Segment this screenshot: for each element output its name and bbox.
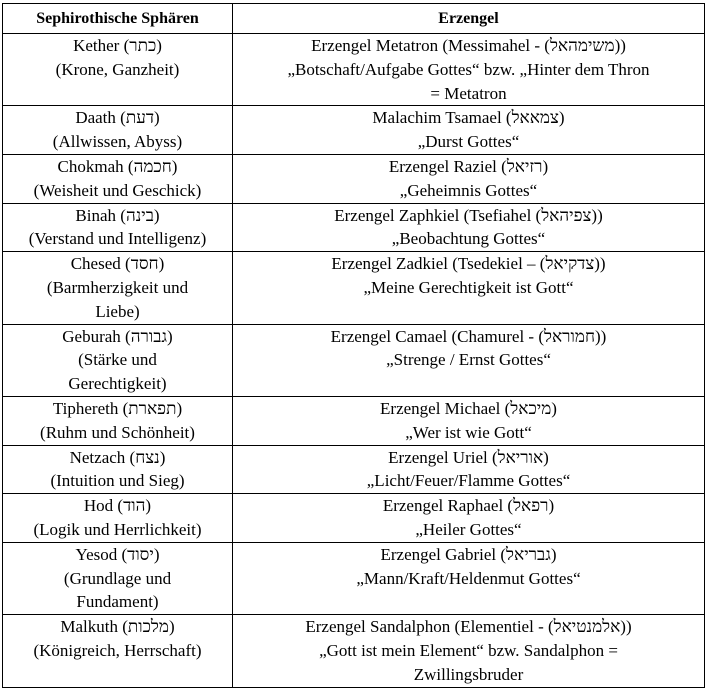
archangel-cell-line: Erzengel Zadkiel (Tsedekiel – (צדקיאל)) bbox=[331, 254, 606, 274]
archangel-cell-line: Erzengel Raphael (רפאל) bbox=[382, 496, 555, 516]
archangel-cell-line: „Strenge / Ernst Gottes“ bbox=[386, 350, 551, 370]
sphere-cell-line: (Ruhm und Schönheit) bbox=[40, 422, 195, 442]
sphere-cell-line: (Verstand und Intelligenz) bbox=[28, 229, 207, 249]
sphere-cell-line: (Allwissen, Abyss) bbox=[52, 132, 183, 152]
archangel-cell-line: Erzengel Michael (מיכאל) bbox=[380, 398, 557, 418]
archangel-cell-line: „Mann/Kraft/Heldenmut Gottes“ bbox=[356, 568, 581, 588]
sphere-cell-line: (Intuition und Sieg) bbox=[50, 471, 185, 491]
archangel-cell bbox=[233, 252, 705, 324]
archangel-cell bbox=[233, 396, 705, 445]
archangel-cell bbox=[233, 154, 705, 203]
archangel-cell-line: „Botschaft/Aufgabe Gottes“ bzw. „Hinter dem Thron bbox=[287, 59, 650, 79]
sphere-cell bbox=[3, 542, 233, 614]
sphere-cell-line: Tiphereth (תפארת) bbox=[52, 398, 183, 418]
sphere-cell bbox=[3, 154, 233, 203]
sphere-cell bbox=[3, 324, 233, 396]
sphere-cell-line: (Königreich, Herrschaft) bbox=[33, 640, 202, 660]
archangel-cell-line: „Gott ist mein Element“ bzw. Sandalphon = bbox=[319, 640, 618, 660]
sphere-cell-line: (Stärke und bbox=[78, 350, 157, 370]
sphere-cell bbox=[3, 106, 233, 155]
sphere-cell-line: Gerechtigkeit) bbox=[68, 374, 167, 394]
archangel-cell-line: Erzengel Camael (Chamurel - (חמוראל)) bbox=[330, 326, 607, 346]
archangel-cell-line: = Metatron bbox=[430, 83, 507, 103]
sphere-cell-line: Netzach (נצח) bbox=[69, 447, 166, 467]
archangel-cell-line: Erzengel Zaphkiel (Tsefiahel (צפיהאל)) bbox=[334, 205, 603, 225]
sphere-cell-line: Binah (בינה) bbox=[75, 205, 160, 225]
sphere-cell-line: Hod (הוד) bbox=[83, 496, 152, 516]
sphere-cell-line: (Weisheit und Geschick) bbox=[33, 180, 202, 200]
sphere-cell bbox=[3, 494, 233, 543]
archangel-cell-line: Erzengel Raziel (רזיאל) bbox=[388, 156, 549, 176]
archangel-cell bbox=[233, 542, 705, 614]
sphere-cell-line: Chesed (חסד) bbox=[70, 254, 165, 274]
archangel-cell-line: Zwillingsbruder bbox=[413, 664, 524, 684]
sphere-cell-line: Fundament) bbox=[76, 592, 159, 612]
sphere-cell-line: Liebe) bbox=[95, 301, 140, 321]
sphere-cell-line: (Grundlage und bbox=[63, 568, 172, 588]
archangel-cell-line: „Heiler Gottes“ bbox=[415, 519, 522, 539]
archangel-cell-line: Malachim Tsamael (צמאאל) bbox=[372, 108, 565, 128]
archangel-cell-line: Erzengel Metatron (Messimahel - (משימהאל)) bbox=[311, 36, 626, 55]
sphere-cell-line: (Krone, Ganzheit) bbox=[55, 59, 180, 79]
archangel-cell-line: „Geheimnis Gottes“ bbox=[399, 180, 538, 200]
sphere-cell-line: (Logik und Herrlichkeit) bbox=[33, 519, 202, 539]
archangel-cell bbox=[233, 324, 705, 396]
sphere-cell-line: Daath (דעת) bbox=[75, 108, 160, 128]
archangel-cell bbox=[233, 106, 705, 155]
table-row bbox=[3, 615, 705, 687]
sphere-cell-line: (Barmherzigkeit und bbox=[46, 277, 189, 297]
sephiroth-table bbox=[2, 3, 705, 688]
sphere-cell bbox=[3, 615, 233, 687]
sphere-cell-line: Chokmah (חכמה) bbox=[57, 156, 178, 176]
header-spheres: Sephirothische Sphären bbox=[3, 4, 233, 34]
archangel-cell-line: „Beobachtung Gottes“ bbox=[391, 229, 546, 249]
table-row bbox=[3, 396, 705, 445]
table-row bbox=[3, 445, 705, 494]
table-row bbox=[3, 494, 705, 543]
table-row bbox=[3, 324, 705, 396]
archangel-cell bbox=[233, 445, 705, 494]
table-row bbox=[3, 106, 705, 155]
sphere-cell-line: Malkuth (מלכות) bbox=[60, 617, 175, 637]
sphere-cell-line: Geburah (גבורה) bbox=[62, 326, 173, 346]
archangel-cell-line: „Licht/Feuer/Flamme Gottes“ bbox=[366, 471, 571, 491]
table-row bbox=[3, 252, 705, 324]
archangel-cell bbox=[233, 203, 705, 252]
table-row bbox=[3, 34, 705, 106]
archangel-cell-line: Erzengel Uriel (אוריאל) bbox=[388, 447, 549, 467]
sphere-cell-line: Yesod (יסוד) bbox=[75, 544, 160, 564]
archangel-cell-line: „Meine Gerechtigkeit ist Gott“ bbox=[363, 277, 574, 297]
table-row bbox=[3, 154, 705, 203]
archangel-cell-line: „Wer ist wie Gott“ bbox=[405, 422, 532, 442]
archangel-cell-line: Erzengel Sandalphon (Elementiel - (אלמנטיאל)) bbox=[305, 617, 632, 637]
sphere-cell-line: Kether (כתר) bbox=[73, 36, 162, 55]
archangel-cell bbox=[233, 615, 705, 687]
table-header-row bbox=[3, 4, 705, 34]
sphere-cell bbox=[3, 34, 233, 106]
header-archangel: Erzengel bbox=[233, 4, 705, 34]
sphere-cell bbox=[3, 445, 233, 494]
sphere-cell bbox=[3, 396, 233, 445]
archangel-cell bbox=[233, 34, 705, 106]
table-row bbox=[3, 542, 705, 614]
archangel-cell bbox=[233, 494, 705, 543]
sphere-cell bbox=[3, 203, 233, 252]
table-body bbox=[3, 34, 705, 688]
sphere-cell bbox=[3, 252, 233, 324]
table-row bbox=[3, 203, 705, 252]
archangel-cell-line: „Durst Gottes“ bbox=[417, 132, 520, 152]
archangel-cell-line: Erzengel Gabriel (גבריאל) bbox=[380, 544, 557, 564]
